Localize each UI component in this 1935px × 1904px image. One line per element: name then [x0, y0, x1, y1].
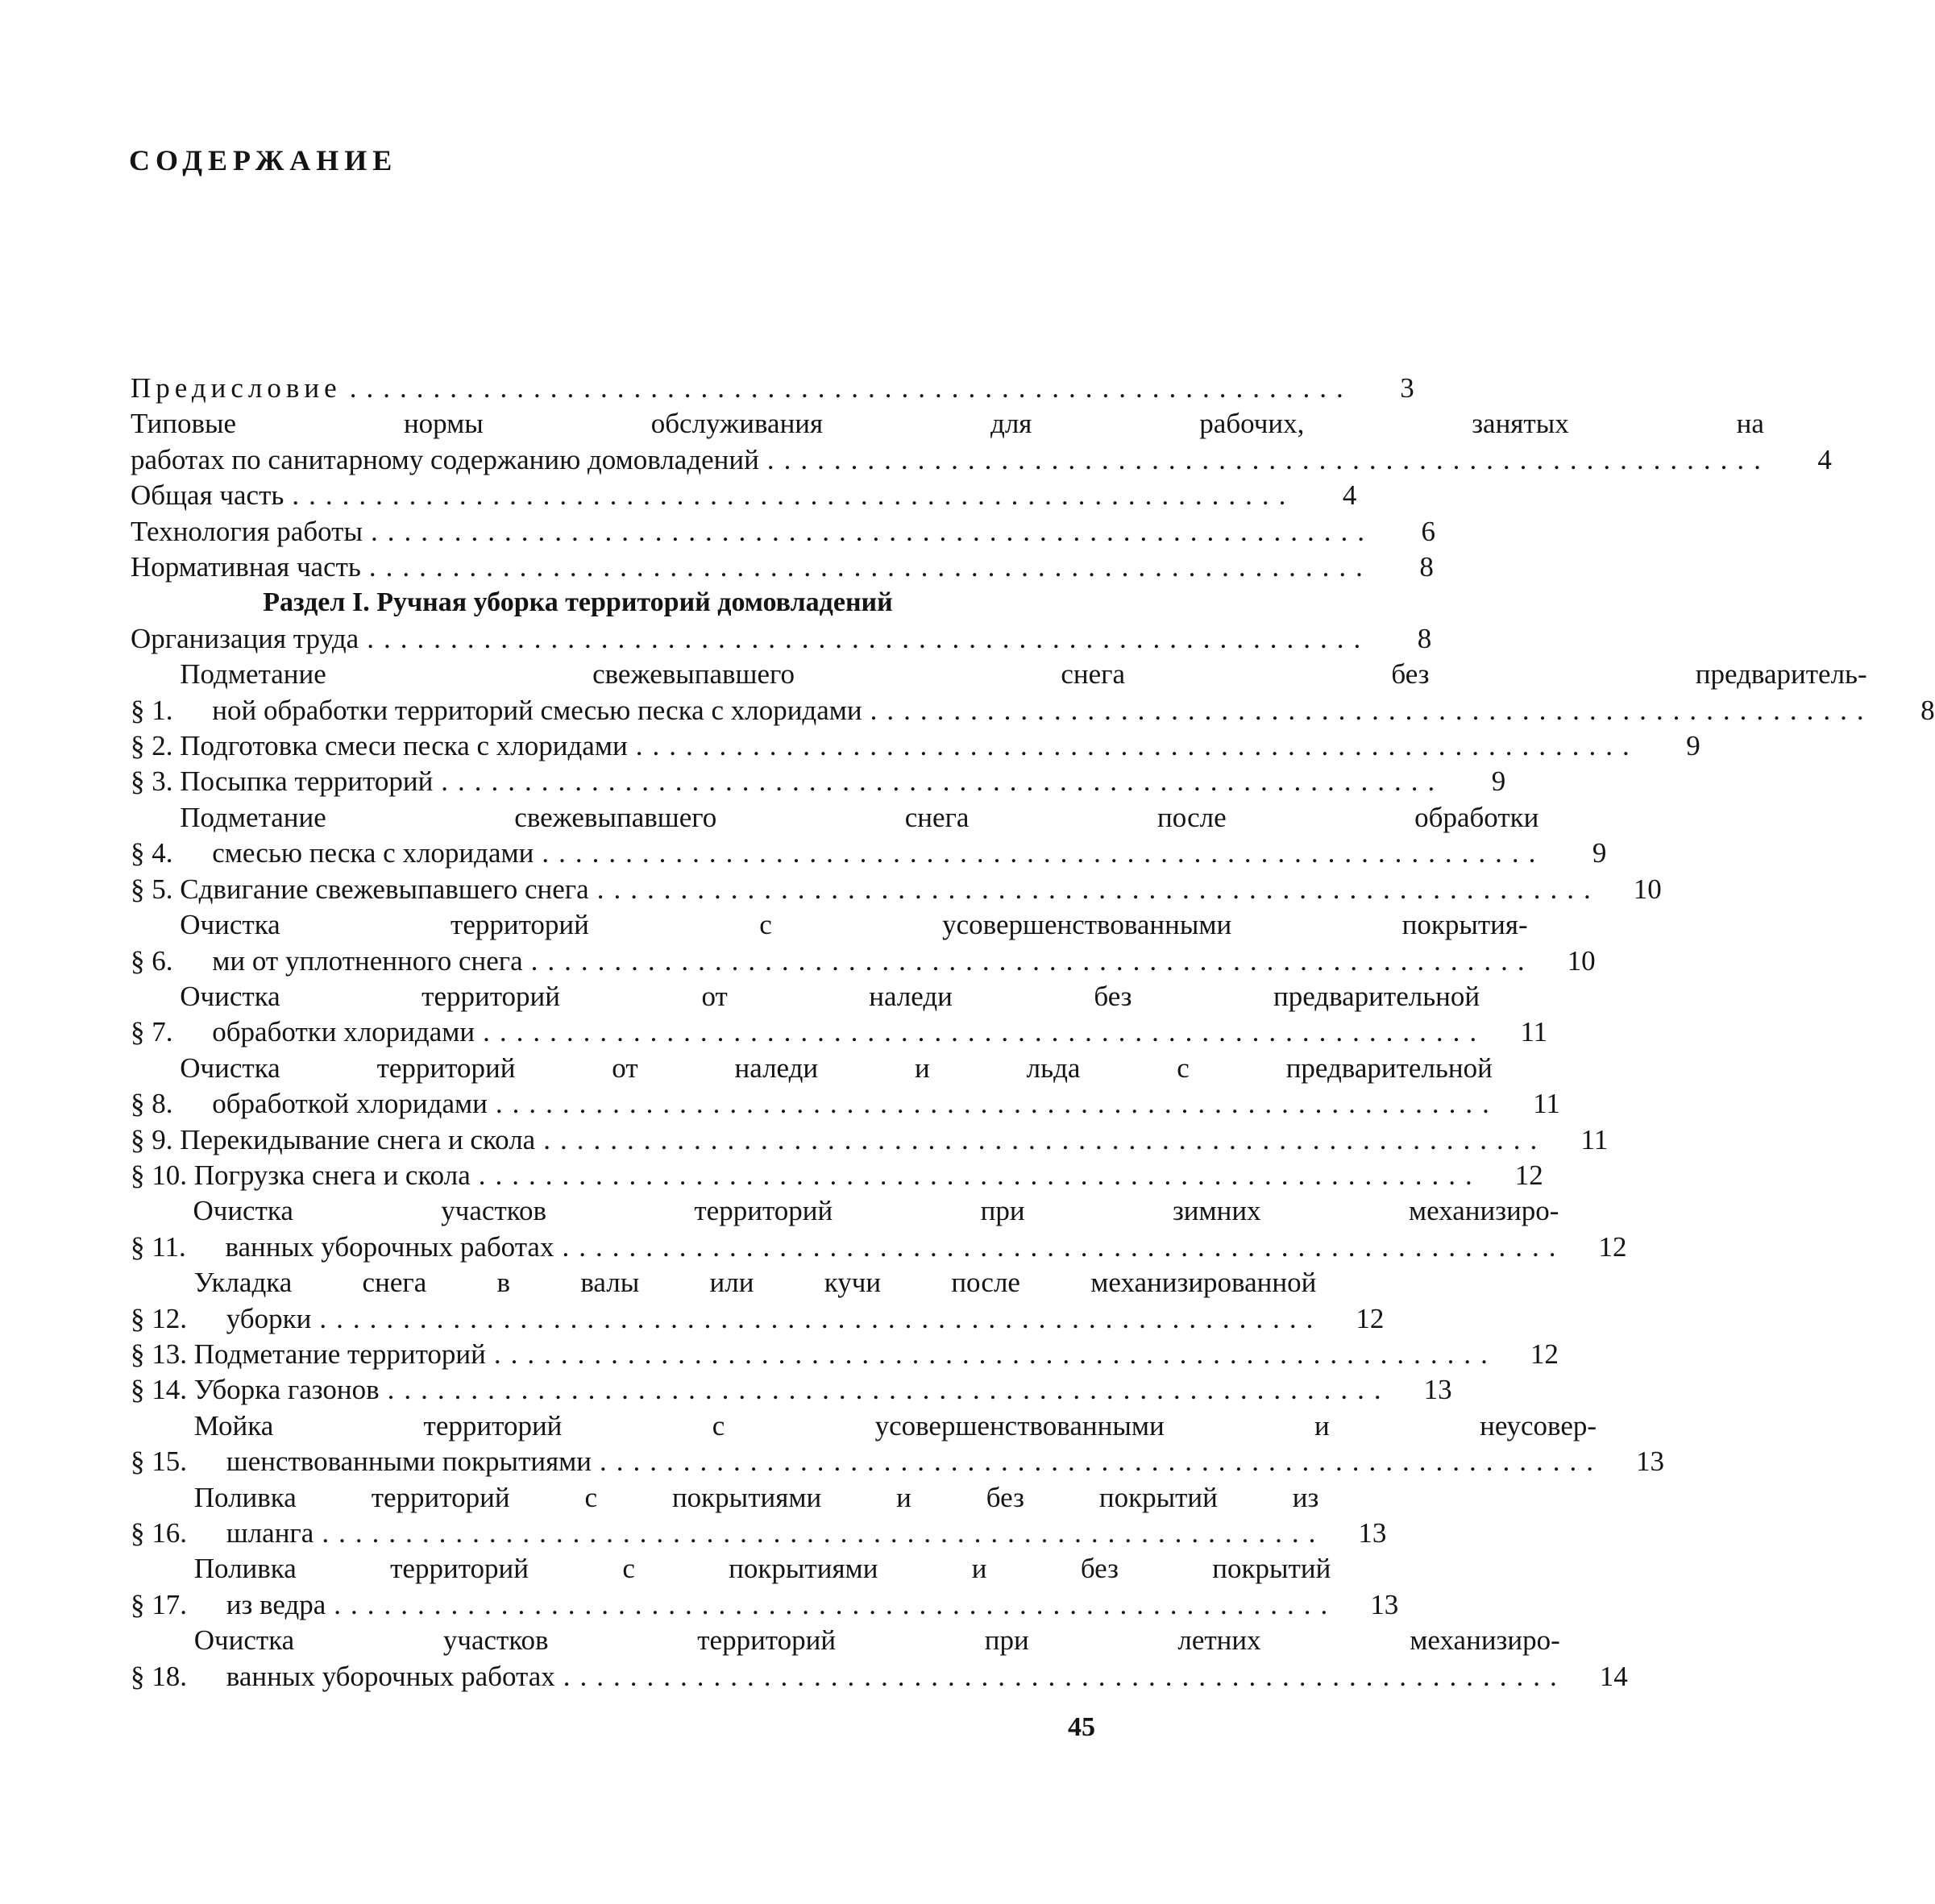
leader-dots: ............................................................: [596, 873, 1601, 905]
leader-dots: ............................................................: [441, 765, 1445, 798]
toc-entry: [131, 979, 1548, 1051]
leader-dots: ............................................................: [292, 479, 1296, 512]
entry-page-number: 10: [1633, 873, 1662, 905]
leader-dots: ............................................................: [370, 515, 1374, 547]
entry-page-number: 12: [1514, 1159, 1543, 1191]
entry-number: § 1.: [131, 694, 181, 726]
entry-page-number: 14: [1599, 1660, 1628, 1692]
entry-title-line: ванных уборочных работах: [226, 1660, 555, 1692]
entry-number: § 11.: [131, 1230, 193, 1263]
entry-number: § 5.: [131, 873, 181, 905]
toc-entry: [131, 478, 1357, 513]
leader-dots: ............................................................: [530, 944, 1534, 977]
toc-front-matter: [131, 371, 1832, 585]
entry-number: § 16.: [131, 1517, 194, 1549]
toc-entry: [131, 1337, 1559, 1372]
entry-page-number: 9: [1592, 837, 1607, 869]
entry-page-number: 8: [1920, 694, 1935, 726]
toc-entry: [131, 800, 1607, 872]
section-heading: Раздел I. Ручная уборка территорий домовладений: [263, 587, 893, 618]
leader-dots: ............................................................: [493, 1338, 1497, 1370]
entry-title-line: обработки хлоридами: [212, 1016, 475, 1048]
entry-page-number: 11: [1533, 1088, 1560, 1120]
toc-entry: [131, 1551, 1399, 1623]
entry-number: § 8.: [131, 1088, 181, 1120]
leader-dots: ............................................................: [635, 730, 1639, 762]
toc-entry: [131, 764, 1506, 799]
entry-page-number: 9: [1491, 765, 1506, 798]
entry-page-number: 6: [1421, 515, 1435, 547]
entry-title-line: шланга: [226, 1517, 314, 1549]
leader-dots: ............................................................: [562, 1230, 1566, 1263]
entry-title-line: Сдвигание свежевыпавшего снега: [180, 873, 589, 905]
entry-page-number: 4: [1817, 443, 1832, 475]
entry-page-number: 8: [1417, 622, 1432, 654]
leader-dots: ............................................................: [542, 837, 1546, 869]
leader-dots: ............................................................: [368, 551, 1372, 583]
entry-page-number: 9: [1686, 730, 1700, 762]
entry-page-number: 12: [1598, 1230, 1627, 1263]
leader-dots: ............................................................: [766, 443, 1771, 475]
entry-title-line: Мойка территорий с усовершенствованными и неусовер-: [193, 1409, 1597, 1441]
entry-page-number: 13: [1358, 1517, 1387, 1549]
leader-dots: ............................................................: [870, 694, 1874, 726]
leader-dots: ............................................................: [349, 372, 1353, 404]
entry-page-number: 3: [1400, 372, 1414, 404]
entry-title-line: из ведра: [226, 1588, 326, 1620]
entry-page-number: 13: [1370, 1588, 1399, 1620]
entry-title-line: Организация труда: [131, 622, 359, 654]
leader-dots: ............................................................: [387, 1374, 1391, 1406]
entry-number: § 3.: [131, 765, 181, 798]
entry-title-line: Очистка территорий от наледи и льда с предварительной: [180, 1052, 1493, 1084]
entry-page-number: 13: [1423, 1374, 1452, 1406]
entry-number: § 6.: [131, 944, 181, 977]
toc-entry: [131, 1480, 1387, 1552]
entry-title-line: Подметание свежевыпавшего снега после обработки: [180, 801, 1539, 833]
leader-dots: ............................................................: [600, 1446, 1604, 1478]
entry-page-number: 11: [1520, 1016, 1548, 1048]
entry-title-line: уборки: [226, 1302, 312, 1334]
entry-title-line: работах по санитарному содержанию домовладений: [131, 443, 759, 475]
leader-dots: ............................................................: [334, 1588, 1338, 1620]
toc-entry: [131, 621, 1432, 657]
toc-entry: [131, 1193, 1627, 1265]
entry-title-line: ванных уборочных работах: [225, 1230, 554, 1263]
entry-page-number: 12: [1530, 1338, 1559, 1370]
toc-entry: [131, 1408, 1665, 1480]
entry-title-line: Предисловие: [131, 372, 342, 404]
toc-entry: [131, 514, 1435, 550]
leader-dots: ............................................................: [543, 1123, 1547, 1155]
entry-title-line: Посыпка территорий: [180, 765, 434, 798]
entry-title-line: смесью песка с хлоридами: [212, 837, 534, 869]
entry-page-number: 11: [1580, 1123, 1609, 1155]
entry-title-line: ми от уплотненного снега: [212, 944, 523, 977]
leader-dots: ............................................................: [367, 622, 1371, 654]
table-of-contents: [131, 371, 1935, 1695]
toc-entry: [131, 1051, 1560, 1122]
entry-title-line: Технология работы: [131, 515, 363, 547]
entry-number: § 9.: [131, 1123, 181, 1155]
entry-title-line: Укладка снега в валы или кучи после механизированной: [193, 1267, 1317, 1299]
entry-number: § 12.: [131, 1302, 194, 1334]
toc-entry: [131, 1623, 1628, 1695]
leader-dots: ............................................................: [483, 1016, 1487, 1048]
entry-title-line: Подготовка смеси песка с хлоридами: [180, 730, 628, 762]
entry-page-number: 13: [1636, 1446, 1665, 1478]
toc-section-entries: [131, 621, 1935, 1695]
toc-entry: [131, 872, 1662, 907]
entry-title-line: Перекидывание снега и скола: [180, 1123, 536, 1155]
entry-title-line: Уборка газонов: [193, 1374, 380, 1406]
entry-number: § 10.: [131, 1159, 194, 1191]
entry-title-line: шенствованными покрытиями: [226, 1446, 592, 1478]
entry-page-number: 12: [1356, 1302, 1385, 1334]
entry-title-line: Очистка участков территорий при летних механизиро-: [193, 1624, 1560, 1657]
entry-title-line: Подметание территорий: [193, 1338, 486, 1370]
entry-title-line: Очистка территорий от наледи без предварительной: [180, 980, 1480, 1012]
entry-title-line: обработкой хлоридами: [212, 1088, 488, 1120]
entry-title-line: ной обработки территорий смесью песка с хлоридами: [212, 694, 862, 726]
entry-number: § 14.: [131, 1374, 194, 1406]
entry-page-number: 8: [1419, 551, 1434, 583]
entry-title-line: Нормативная часть: [131, 551, 361, 583]
leader-dots: ............................................................: [319, 1302, 1323, 1334]
toc-entry: [131, 406, 1832, 478]
entry-title-line: Очистка территорий с усовершенствованными покрытия-: [180, 909, 1528, 941]
entry-number: § 13.: [131, 1338, 194, 1370]
toc-entry: [131, 907, 1596, 979]
entry-number: § 17.: [131, 1588, 194, 1620]
leader-dots: ............................................................: [495, 1088, 1499, 1120]
page-number: 45: [1068, 1712, 1095, 1742]
entry-title-line: Типовые нормы обслуживания для рабочих, занятых на: [131, 408, 1764, 440]
entry-page-number: 10: [1567, 944, 1596, 977]
entry-number: § 2.: [131, 730, 181, 762]
toc-entry: [131, 1122, 1609, 1158]
entry-title-line: Подметание свежевыпавшего снега без предваритель-: [180, 658, 1867, 691]
toc-entry: [131, 657, 1935, 728]
entry-number: § 7.: [131, 1016, 181, 1048]
toc-entry: [131, 371, 1414, 406]
entry-number: § 15.: [131, 1446, 194, 1478]
entry-title-line: Поливка территорий с покрытиями и без покрытий из: [193, 1481, 1319, 1513]
toc-entry: [131, 1158, 1543, 1193]
toc-entry: [131, 550, 1434, 585]
entry-title-line: Общая часть: [131, 479, 284, 512]
leader-dots: ............................................................: [563, 1660, 1567, 1692]
entry-page-number: 4: [1342, 479, 1357, 512]
entry-number: § 18.: [131, 1660, 194, 1692]
leader-dots: ............................................................: [322, 1517, 1326, 1549]
entry-title-line: Погрузка снега и скола: [193, 1159, 471, 1191]
entry-number: § 4.: [131, 837, 181, 869]
toc-entry: [131, 1265, 1385, 1337]
toc-entry: [131, 1372, 1452, 1408]
page-title: СОДЕРЖАНИЕ: [129, 144, 398, 176]
entry-title-line: Очистка участков территорий при зимних механизиро-: [193, 1195, 1559, 1227]
entry-title-line: Поливка территорий с покрытиями и без покрытий: [193, 1553, 1331, 1585]
toc-entry: [131, 728, 1700, 764]
leader-dots: ............................................................: [478, 1159, 1482, 1191]
